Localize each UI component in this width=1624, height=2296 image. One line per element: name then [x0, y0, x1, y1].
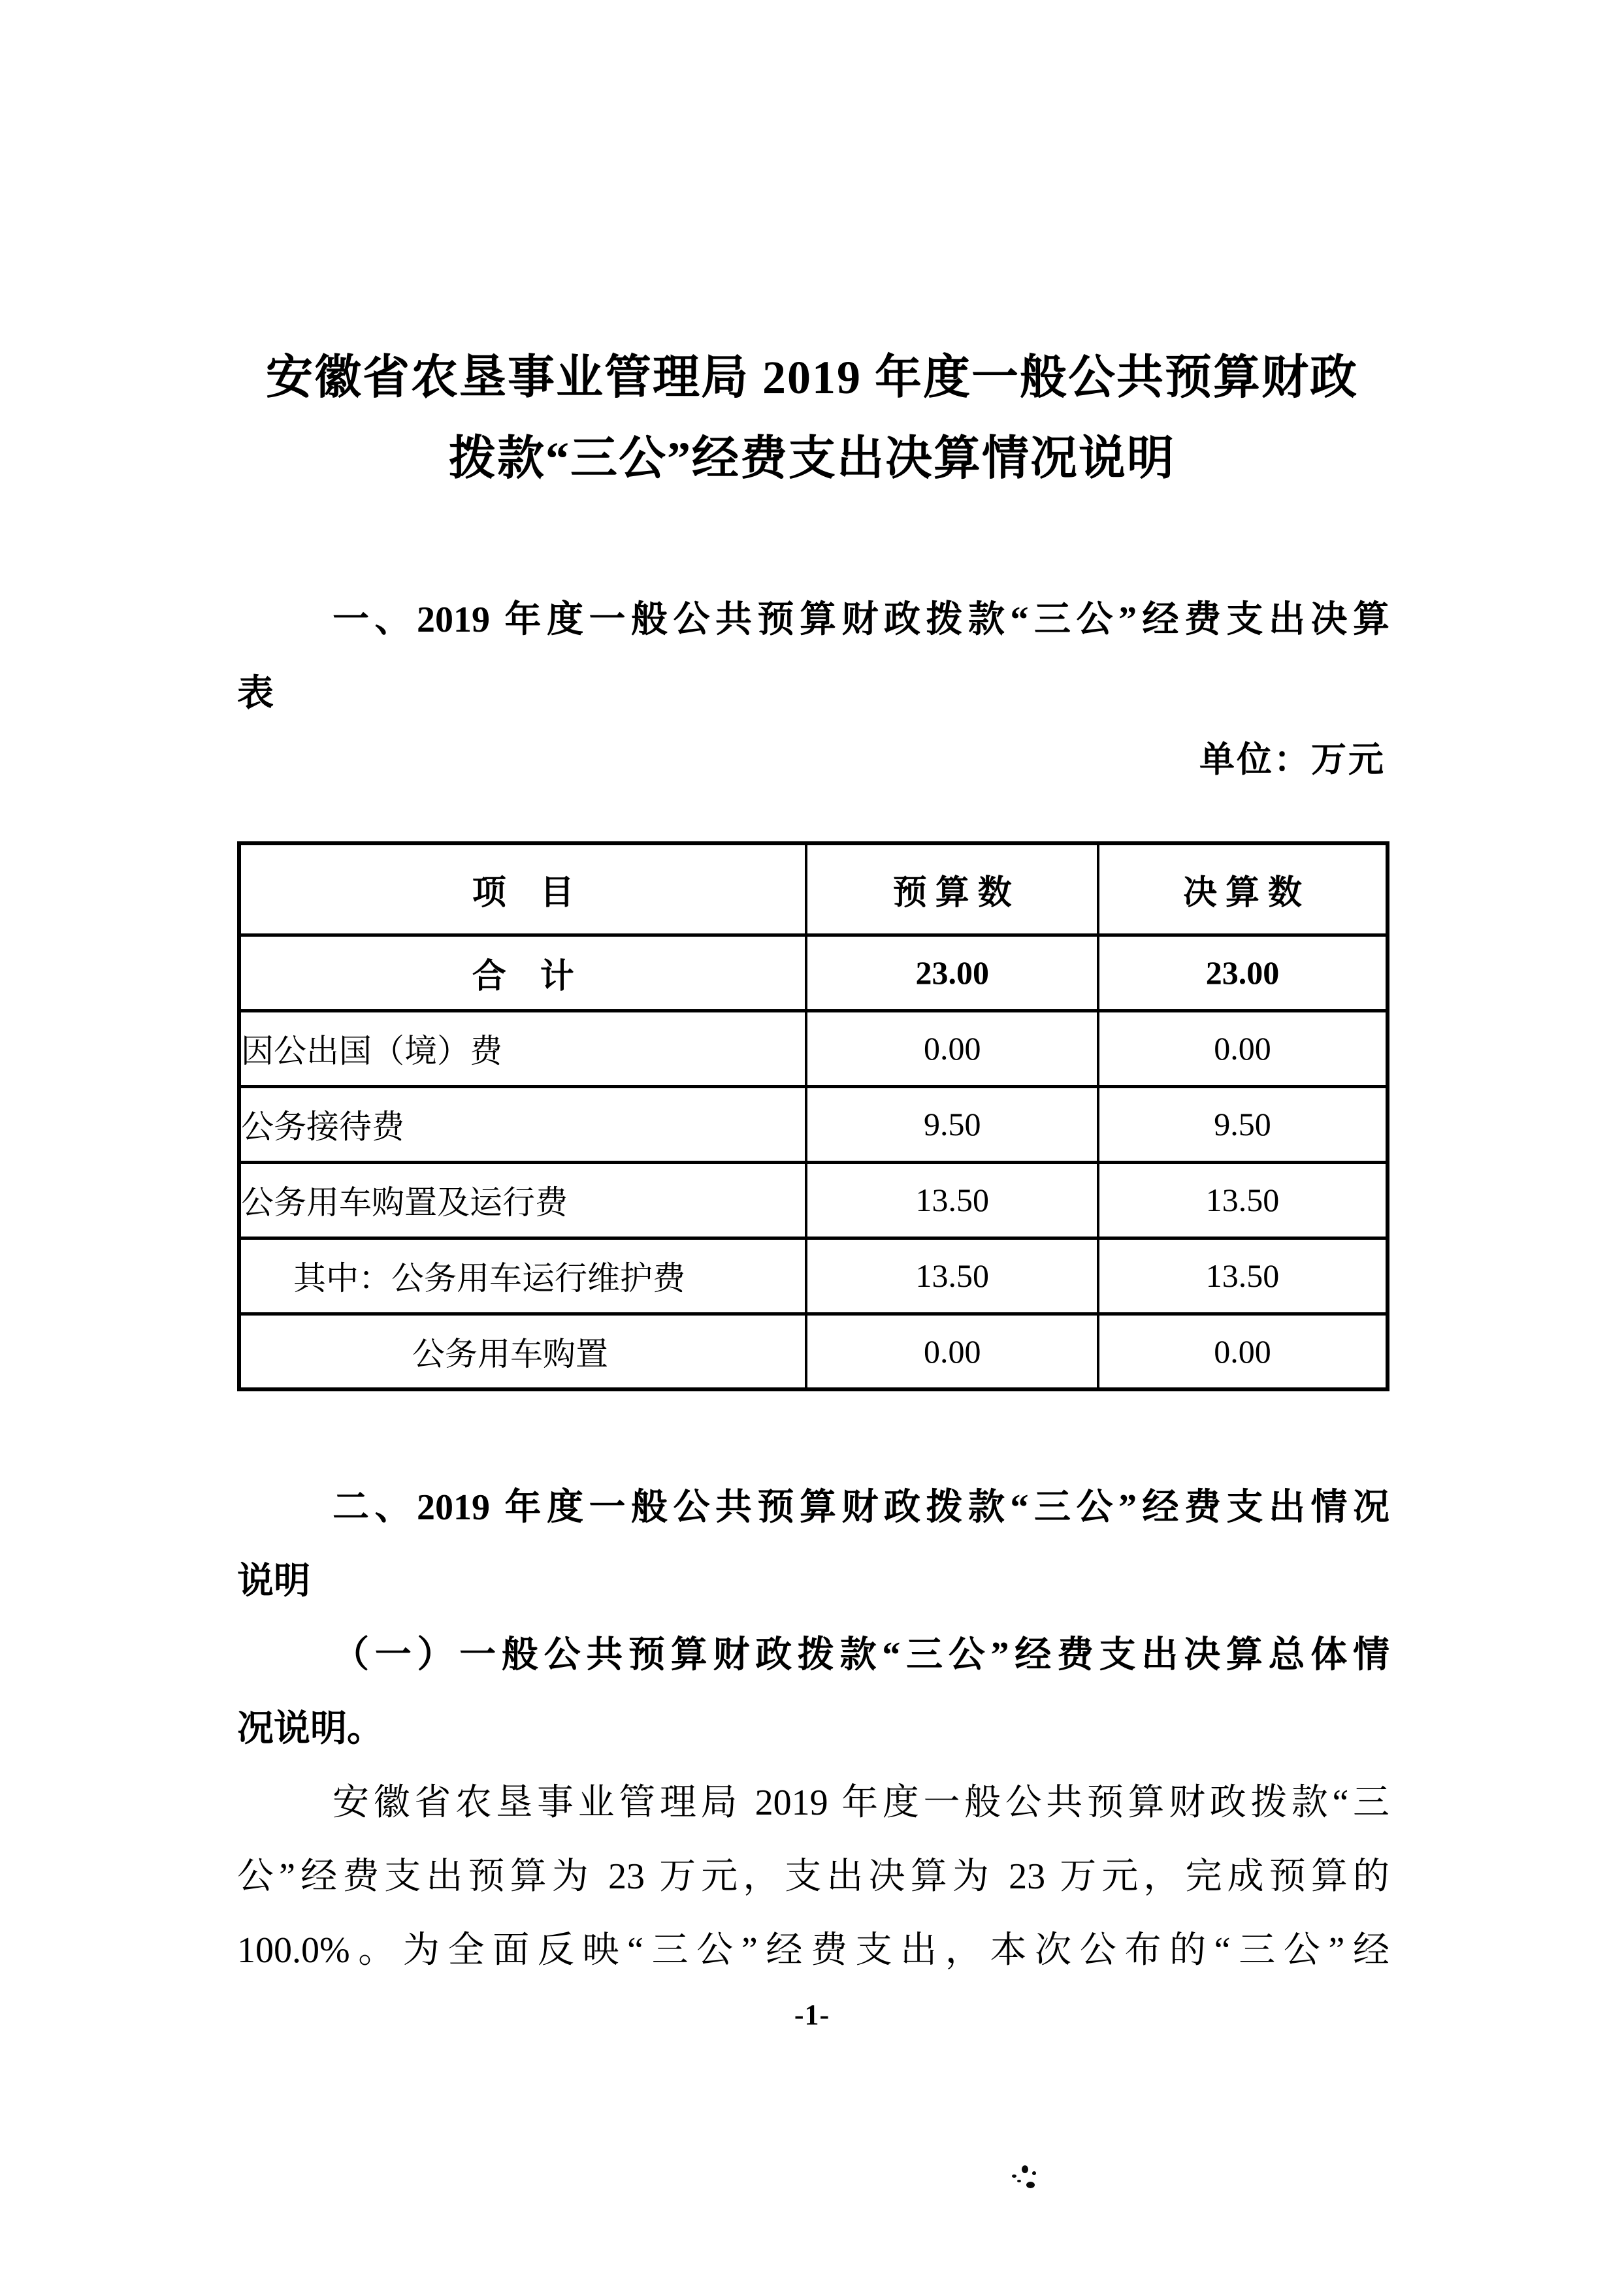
section-1-heading-line-2: 表	[237, 673, 274, 714]
paragraph-line-3: 100.0%。为全面反映“三公”经费支出，本次公布的“三公”经	[237, 1930, 1389, 1971]
section-1-heading-line-1: 一、2019 年度一般公共预算财政拨款“三公”经费支出决算	[333, 600, 1389, 640]
row-final-value: 9.50	[1098, 1086, 1388, 1162]
ink-speck	[1012, 2175, 1016, 2178]
section-2-heading-line-2: 说明	[237, 1561, 310, 1602]
row-budget-value: 9.50	[806, 1086, 1098, 1162]
table-row-vehicle-total	[239, 1162, 1388, 1238]
ink-speck	[1032, 2171, 1036, 2175]
section-2-block	[237, 1471, 1389, 1988]
title-line-2: 拨款“三公”经费支出决算情况说明	[448, 432, 1175, 485]
row-final-value: 0.00	[1098, 1314, 1388, 1389]
paragraph-line-2: 公”经费支出预算为 23 万元，支出决算为 23 万元，完成预算的	[237, 1856, 1389, 1897]
table-row-reception	[239, 1086, 1388, 1162]
row-item-label: 公务用车购置	[239, 1314, 806, 1389]
row-budget-value: 0.00	[806, 1011, 1098, 1086]
ink-speck	[1017, 2180, 1021, 2182]
table-header-item: 项 目	[239, 843, 806, 935]
row-budget-value: 0.00	[806, 1314, 1098, 1389]
table-row-vehicle-purchase	[239, 1314, 1388, 1389]
ink-speck	[1022, 2165, 1028, 2173]
section-2-heading-line-1: 二、2019 年度一般公共预算财政拨款“三公”经费支出情况	[333, 1487, 1389, 1528]
subsection-1-heading-line-1: （一）一般公共预算财政拨款“三公”经费支出决算总体情	[333, 1635, 1389, 1675]
row-budget-value: 23.00	[806, 935, 1098, 1011]
row-item-label: 其中：公务用车运行维护费	[239, 1238, 806, 1314]
row-final-value: 0.00	[1098, 1011, 1388, 1086]
subsection-1-heading-line-2: 况说明。	[237, 1709, 383, 1749]
table-header-final: 决 算 数	[1098, 843, 1388, 935]
row-item-label: 公务用车购置及运行费	[239, 1162, 806, 1238]
page-number: -1-	[794, 1999, 830, 2031]
table-header-row	[239, 843, 1388, 935]
row-final-value: 13.50	[1098, 1162, 1388, 1238]
paragraph-line-1: 安徽省农垦事业管理局 2019 年度一般公共预算财政拨款“三	[333, 1783, 1389, 1823]
row-final-value: 23.00	[1098, 935, 1388, 1011]
row-budget-value: 13.50	[806, 1238, 1098, 1314]
unit-label: 单位：万元	[1199, 740, 1386, 779]
expense-table	[237, 841, 1389, 1391]
table-row-abroad	[239, 1011, 1388, 1086]
table-row-vehicle-maintenance	[239, 1238, 1388, 1314]
row-item-label: 合 计	[239, 935, 806, 1011]
row-item-label: 公务接待费	[239, 1086, 806, 1162]
row-budget-value: 13.50	[806, 1162, 1098, 1238]
ink-speck	[1026, 2182, 1035, 2188]
table-row-total	[239, 935, 1388, 1011]
document-title	[0, 337, 1624, 499]
section-1-heading	[237, 583, 1389, 731]
row-item-label: 因公出国（境）费	[239, 1011, 806, 1086]
row-final-value: 13.50	[1098, 1238, 1388, 1314]
title-line-1: 安徽省农垦事业管理局 2019 年度一般公共预算财政	[265, 351, 1358, 404]
table-header-budget: 预 算 数	[806, 843, 1098, 935]
